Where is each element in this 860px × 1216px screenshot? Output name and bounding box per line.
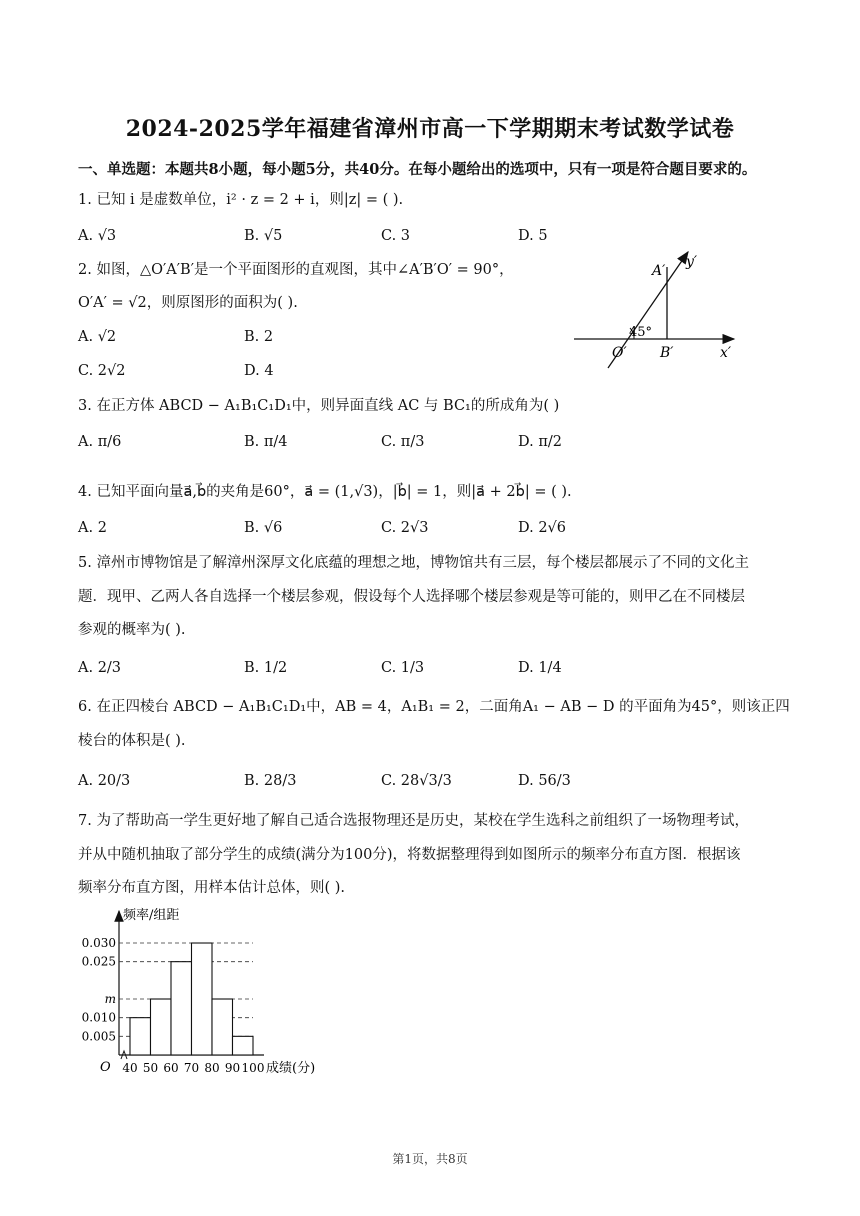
hist-xtick-label: 60 [163,1061,179,1075]
hist-origin: O [100,1060,111,1075]
q4-option-c: C. 2√3 [381,520,429,536]
q2-option-b: B. 2 [244,329,274,345]
q6-option-b: B. 28/3 [244,773,297,789]
q6-stem-line1: 6. 在正四棱台 ABCD − A₁B₁C₁D₁中，AB = 4，A₁B₁ = 2，二面角A₁ − AB − D 的平面角为45°，则该正四 [78,699,790,715]
q1-stem: 1. 已知 i 是虚数单位，i² · z = 2 + i，则|z| = ( ). [78,192,404,208]
q2-stem-line2: O′A′ = √2，则原图形的面积为( ). [78,295,298,311]
q5-option-d: D. 1/4 [518,660,562,676]
label-x: x′ [720,345,732,361]
frequency-histogram [78,905,338,1085]
q1-option-b: B. √5 [244,228,283,244]
label-angle: 45° [629,325,653,340]
q6-stem-line2: 棱台的体积是( ). [78,733,186,749]
hist-ytick-label: m [104,992,116,1007]
hist-bar [130,1018,151,1055]
hist-ylabel: 频率/组距 [123,908,180,923]
hist-bar [212,999,233,1055]
label-a: A′ [652,263,666,279]
hist-xtick-label: 80 [204,1061,220,1075]
q5-stem-line1: 5. 漳州市博物馆是了解漳州深厚文化底蕴的理想之地，博物馆共有三层，每个楼层都展示了不同的文化主 [78,555,749,571]
hist-bar [171,962,192,1055]
q3-option-b: B. π/4 [244,434,288,450]
hist-xlabel: 成绩(分) [266,1061,316,1076]
page-title: 2024-2025学年福建省漳州市高一下学期期末考试数学试卷 [125,116,735,142]
hist-xtick-label: 40 [122,1061,138,1075]
q7-stem-line2: 并从中随机抽取了部分学生的成绩(满分为100分)，将数据整理得到如图所示的频率分布直方图．根据该 [78,847,741,863]
q3-option-c: C. π/3 [381,434,425,450]
hist-xtick-label: 100 [241,1061,265,1075]
page-footer: 第1页，共8页 [392,1152,468,1166]
q5-option-c: C. 1/3 [381,660,425,676]
q2-option-a: A. √2 [78,329,117,345]
q5-option-a: A. 2/3 [78,660,122,676]
hist-bar [233,1036,254,1055]
q4-option-b: B. √6 [244,520,283,536]
q1-option-d: D. 5 [518,228,548,244]
q6-option-c: C. 28√3/3 [381,773,452,789]
q1-option-c: C. 3 [381,228,411,244]
q7-stem-line3: 频率分布直方图，用样本估计总体，则( ). [78,880,346,896]
q5-stem-line3: 参观的概率为( ). [78,622,186,638]
hist-bar [192,943,213,1055]
q7-stem-line1: 7. 为了帮助高一学生更好地了解自己适合选报物理还是历史，某校在学生选科之前组织了一场物理考试， [78,813,749,829]
q4-stem: 4. 已知平面向量a⃗,b⃗的夹角是60°，a⃗ = (1,√3)，|b⃗| = 1，则|a⃗ + 2b⃗| = ( ). [78,484,572,500]
q2-option-c: C. 2√2 [78,363,126,379]
hist-xtick-label: 90 [224,1061,241,1075]
q6-option-d: D. 56/3 [518,773,571,789]
hist-xtick-label: 70 [183,1061,200,1075]
q2-oblique-figure [568,240,748,370]
section-heading: 一、单选题：本题共8小题，每小题5分，共40分。在每小题给出的选项中，只有一项是符合题目要求的。 [78,161,757,178]
q4-option-a: A. 2 [78,520,107,536]
q2-stem-line1: 2. 如图，△O′A′B′是一个平面图形的直观图，其中∠A′B′O′ = 90°， [78,262,514,278]
hist-ytick-label: 0.005 [81,1029,116,1044]
hist-xtick-label: 50 [142,1061,159,1075]
q3-stem: 3. 在正方体 ABCD − A₁B₁C₁D₁中，则异面直线 AC 与 BC₁的所成角为( ) [78,398,560,414]
label-b: B′ [660,345,674,361]
hist-ytick-label: 0.010 [81,1010,116,1025]
q5-option-b: B. 1/2 [244,660,288,676]
hist-ytick-label: 0.030 [81,936,116,951]
q3-option-d: D. π/2 [518,434,562,450]
q3-option-a: A. π/6 [78,434,122,450]
q5-stem-line2: 题．现甲、乙两人各自选择一个楼层参观，假设每个人选择哪个楼层参观是等可能的，则甲乙在不同楼层 [78,589,745,605]
label-o: O′ [612,345,627,361]
q2-option-d: D. 4 [244,363,274,379]
label-y: y′ [686,254,698,270]
q6-option-a: A. 20/3 [78,773,131,789]
hist-bar [151,999,172,1055]
q1-option-a: A. √3 [78,228,117,244]
q4-option-d: D. 2√6 [518,520,567,536]
hist-ytick-label: 0.025 [81,954,116,969]
